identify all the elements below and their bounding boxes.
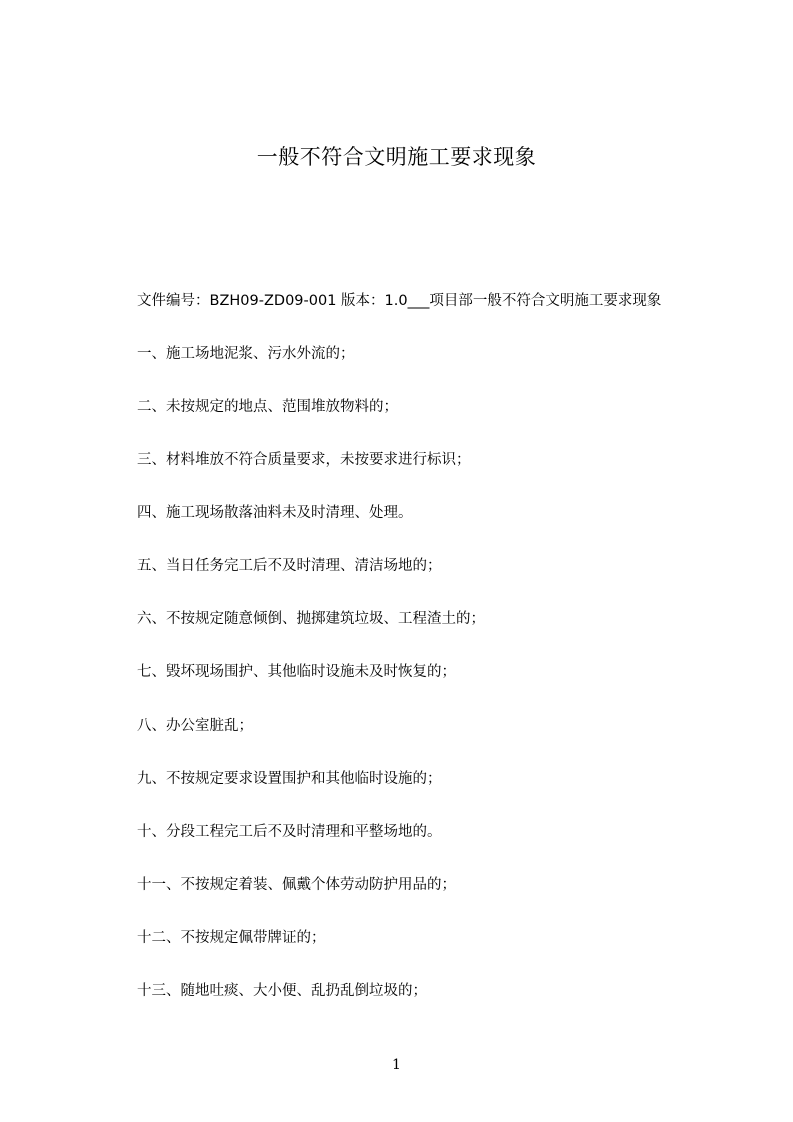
list-item: 九、不按规定要求设置围护和其他临时设施的； [137,771,442,787]
list-item: 五、当日任务完工后不及时清理、清洁场地的； [137,558,442,574]
list-item: 六、不按规定随意倾倒、抛掷建筑垃圾、工程渣土的； [137,611,485,627]
list-item: 一、施工场地泥浆、污水外流的； [137,346,355,362]
list-item: 八、办公室脏乱； [137,718,253,734]
document-meta-line: 文件编号：BZH09-ZD09-001 版本：1.0___项目部一般不符合文明施工要求现象 [137,293,662,309]
list-item: 三、材料堆放不符合质量要求，未按要求进行标识； [137,452,471,468]
list-item: 十一、不按规定着装、佩戴个体劳动防护用品的； [137,877,456,893]
list-item: 十二、不按规定佩带牌证的； [137,930,326,946]
list-item: 二、未按规定的地点、范围堆放物料的； [137,399,398,415]
list-item: 十、分段工程完工后不及时清理和平整场地的。 [137,824,442,840]
document-title: 一般不符合文明施工要求现象 [256,145,537,169]
list-item: 十三、随地吐痰、大小便、乱扔乱倒垃圾的； [137,983,427,999]
page-number: 1 [392,1057,401,1073]
list-item: 七、毁坏现场围护、其他临时设施未及时恢复的； [137,664,456,680]
list-item: 四、施工现场散落油料未及时清理、处理。 [137,505,413,521]
